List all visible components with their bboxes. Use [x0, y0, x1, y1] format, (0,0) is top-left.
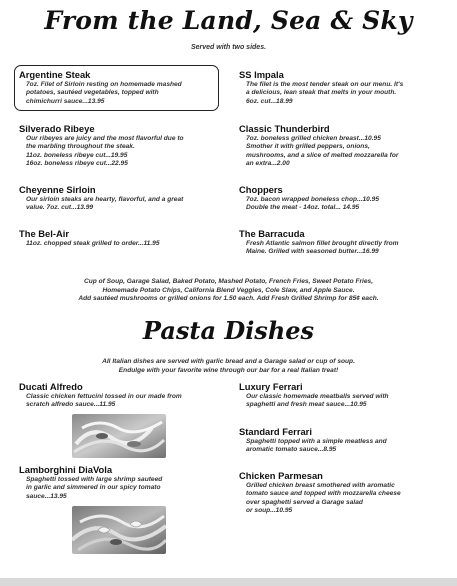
item-name: Chicken Parmesan	[239, 470, 323, 481]
menu-item-chicken-parmesan	[239, 470, 437, 515]
pasta-image-icon	[72, 506, 166, 554]
item-description: 7oz. Filet of Sirloin resting on homemade mashed potatoes, sautéed vegetables, topped with chimichurri sauce...13.95	[26, 81, 182, 105]
lamborghini-diavola-photo	[72, 506, 166, 554]
item-description: Our classic homemade meatballs served with spaghetti and fresh meat sauce...10.95	[246, 393, 389, 409]
pasta-intro: All Italian dishes are served with garlic bread and a Garage salad or cup of soup. Endulge with your favorite wine through our bar for a real Italian treat!	[102, 358, 355, 374]
section-title-land-sea-sky: From the Land, Sea & Sky	[44, 6, 413, 35]
ducati-alfredo-photo	[72, 414, 166, 458]
item-name: SS Impala	[239, 69, 284, 80]
menu-item-the-barracuda	[239, 228, 437, 257]
item-name: The Barracuda	[239, 228, 305, 239]
item-description: Grilled chicken breast smothered with aromatic tomato sauce and topped with mozzarella cheese over spaghetti served a Garage salad or soup...10.95	[246, 482, 401, 514]
item-name: Ducati Alfredo	[19, 381, 83, 392]
section-title-pasta: Pasta Dishes	[142, 316, 315, 345]
item-name: Lamborghini DiaVola	[19, 464, 113, 475]
menu-item-ss-impala	[239, 69, 437, 106]
item-description: 7oz. bacon wrapped boneless chop...10.95 Double the meat - 14oz. total... 14.95	[246, 196, 380, 212]
item-description: The filet is the most tender steak on our menu. It's a delicious, lean steak that melts in your mouth. 6oz. cut...18.99	[246, 81, 404, 105]
item-description: 11oz. chopped steak grilled to order...11.95	[26, 240, 160, 247]
item-description: Classic chicken fettucini tossed in our made from scratch alfredo sauce...11.95	[26, 393, 182, 409]
item-description: Fresh Atlantic salmon fillet brought directly from Maine. Grilled with seasoned butter...16.99	[246, 240, 399, 256]
item-name: Argentine Steak	[19, 69, 91, 80]
item-name: Choppers	[239, 184, 283, 195]
item-description: Spaghetti topped with a simple meatless and aromatic tomato sauce...8.95	[246, 438, 387, 454]
item-name: Cheyenne Sirloin	[19, 184, 96, 195]
section-subtitle: Served with two sides.	[190, 44, 267, 51]
menu-item-cheyenne-sirloin	[19, 184, 217, 213]
menu-item-standard-ferrari	[239, 426, 437, 455]
pasta-image-icon	[72, 414, 166, 458]
menu-item-luxury-ferrari	[239, 381, 437, 410]
menu-item-choppers	[239, 184, 437, 213]
sides-info: Cup of Soup, Garage Salad, Baked Potato, Mashed Potato, French Fries, Sweet Potato Fries, Homemade Potato Chips, California Blend Veggies, Cole Slaw, and Apple Sauce. Add sautéed mushrooms or grilled onions for 1.50 each. Add Fresh Grilled Shrimp for 85¢ each.	[78, 278, 379, 303]
item-description: Our sirloin steaks are hearty, flavorful, and a great value. 7oz. cut...13.99	[26, 196, 184, 212]
item-description: Spaghetti tossed with large shrimp sauteed in garlic and simmered in our spicy tomato sauce...13.95	[26, 476, 163, 500]
menu-item-the-bel-air	[19, 228, 217, 248]
item-name: Standard Ferrari	[239, 426, 312, 437]
page-bottom-edge	[0, 578, 457, 586]
menu-item-ducati-alfredo	[19, 381, 217, 410]
item-description: Our ribeyes are juicy and the most flavorful due to the marbling throughout the steak. 11oz. boneless ribeye cut...19.95 16oz. boneless ribeye cut...22.95	[26, 135, 184, 167]
item-name: Silverado Ribeye	[19, 123, 95, 134]
item-name: The Bel-Air	[19, 228, 70, 239]
item-name: Luxury Ferrari	[239, 381, 303, 392]
menu-item-argentine-steak	[19, 69, 217, 106]
menu-item-silverado-ribeye	[19, 123, 217, 168]
item-name: Classic Thunderbird	[239, 123, 330, 134]
item-description: 7oz. boneless grilled chicken breast...10.95 Smother it with grilled peppers, onions, mushrooms, and a slice of melted mozzarella for an extra...2.00	[246, 135, 399, 167]
menu-item-lamborghini-diavola	[19, 464, 217, 501]
menu-item-classic-thunderbird	[239, 123, 437, 168]
